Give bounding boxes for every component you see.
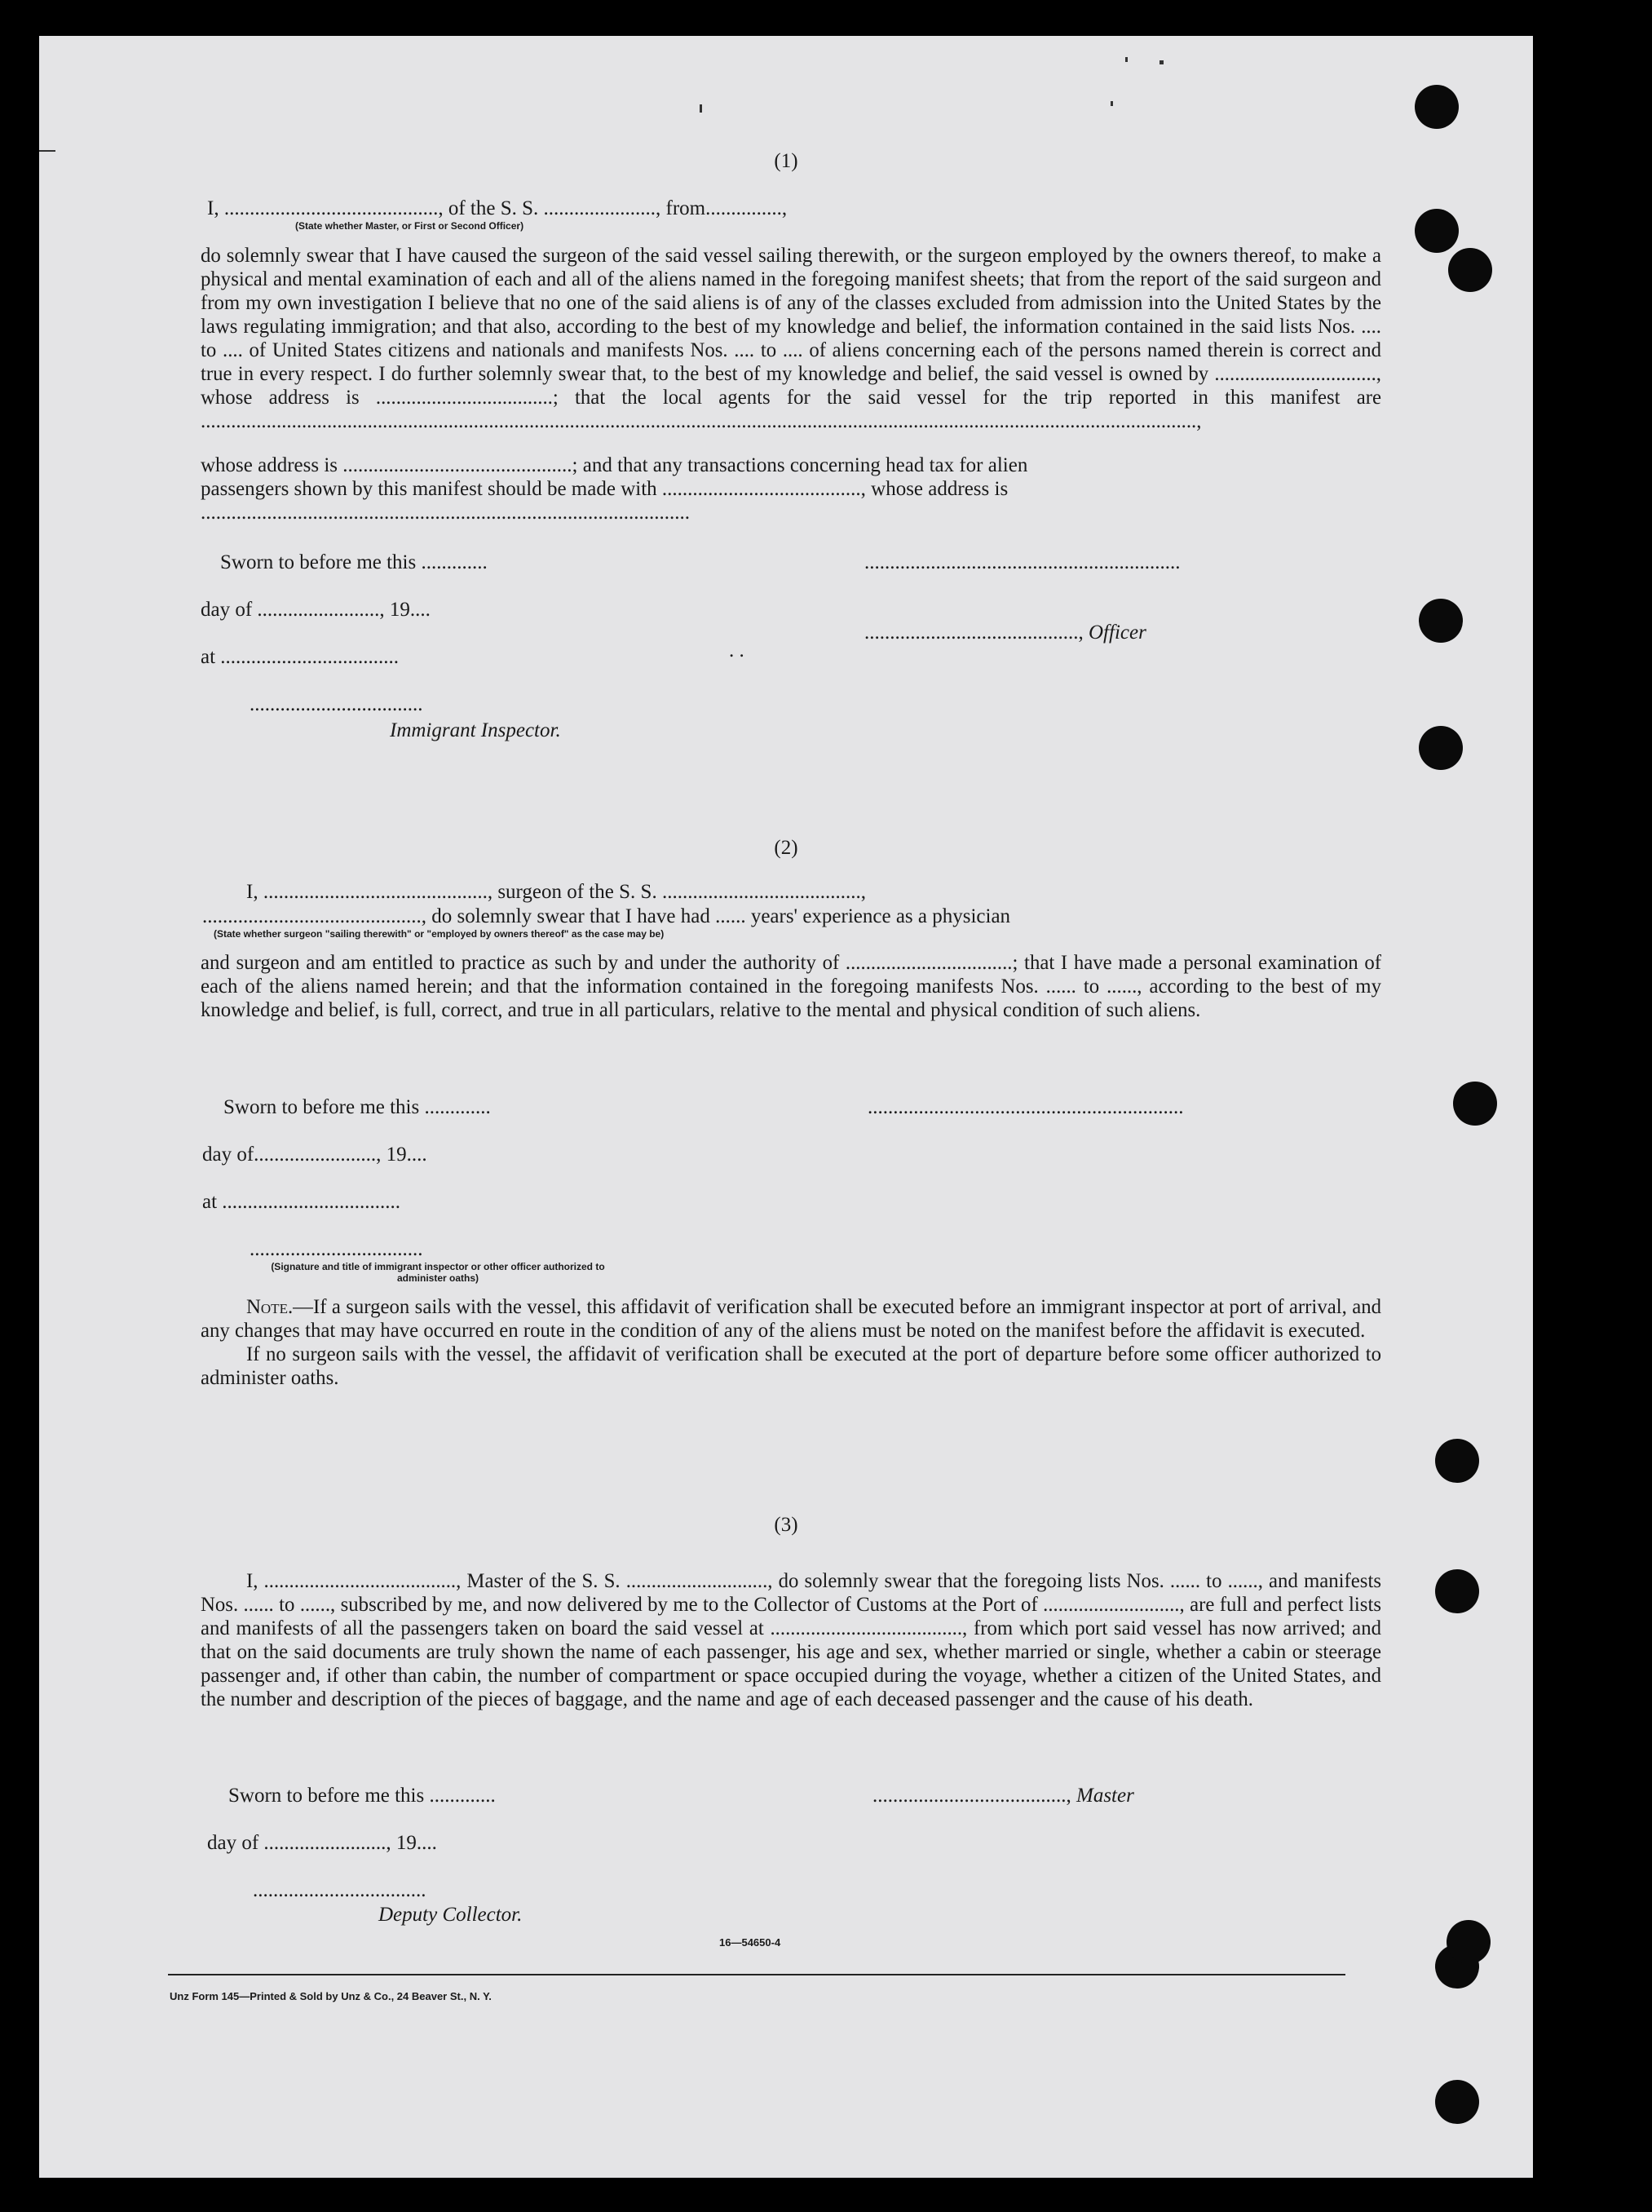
day-line: day of ........................, 19.... — [201, 599, 431, 621]
blank-field: .........................................., — [864, 622, 1084, 644]
sworn-line: Sworn to before me this ............. — [228, 1785, 496, 1807]
text: I, — [207, 197, 219, 219]
section-1-body-line: whose address is .............................................; and that any transactions concerning head tax for alien — [201, 454, 1028, 476]
section-1-body-line: ................................................................................................ — [201, 502, 690, 524]
collector-label: Deputy Collector. — [378, 1904, 523, 1926]
blank-field: .......................................... — [223, 197, 439, 219]
master-line — [872, 1785, 1134, 1807]
master-label: Master — [1076, 1785, 1134, 1807]
sworn-line: Sworn to before me this ............. — [223, 1096, 491, 1118]
at-line: at ................................... — [202, 1191, 401, 1213]
footer-rule — [168, 1974, 1345, 1975]
text: , from — [656, 197, 706, 219]
section-1-line-1-note: (State whether Master, or First or Second Officer) — [295, 220, 524, 232]
inspector-note: (Signature and title of immigrant inspector or other officer authorized to administer oaths) — [271, 1261, 605, 1284]
punch-hole — [1453, 1082, 1497, 1126]
blank-field: ......................................, — [872, 1785, 1071, 1807]
section-2-line-2-note: (State whether surgeon "sailing therewith" or "employed by owners thereof" as the case may be) — [214, 928, 665, 940]
note-heading: Note. — [246, 1296, 294, 1318]
dots: . . — [729, 639, 744, 661]
section-2-number: (2) — [774, 837, 798, 859]
punch-hole — [1435, 1569, 1479, 1613]
punch-hole — [1415, 85, 1459, 129]
punch-hole — [1447, 1920, 1491, 1964]
footer-imprint: Unz Form 145—Printed & Sold by Unz & Co., 24 Beaver St., N. Y. — [170, 1990, 492, 2002]
paragraph: I, ......................................, Master of the S. S. ............................, do solemnly swear that the foregoing lists Nos. ...... to ......, and manifests Nos. ...... to ......, subscribed by me, and now delivered by me to the Collector of Customs at the Port of ..........................., are full and perfect lists and manifests of all the passengers taken on board the said vessel at ......................................, from which port said vessel has now arrived; and that on the said documents are truly shown the name of each passenger, his age and sex, whether married or single, whether a cabin or steerage passenger and, if other than cabin, the number of compartment or space occupied during the voyage, whether a citizen of the United States, and the number and description of the pieces of baggage, and the name and age of each deceased passenger and the cause of his death. — [201, 1570, 1381, 1710]
scan-mark — [700, 104, 702, 113]
inspector-line: .................................. — [250, 693, 423, 715]
signature-line: .............................................................. — [864, 551, 1181, 573]
punch-hole — [1435, 1439, 1479, 1483]
scan-mark — [1111, 101, 1113, 106]
inspector-label: Immigrant Inspector. — [390, 719, 561, 741]
collector-line: .................................. — [253, 1879, 426, 1901]
section-2-line-1: I, ............................................, surgeon of the S. S. ......................................., — [246, 881, 866, 903]
section-1-body — [201, 244, 1381, 433]
text: , of the S. S. — [438, 197, 539, 219]
blank-field: ...................... — [543, 197, 656, 219]
day-line: day of........................, 19.... — [202, 1144, 427, 1166]
section-2-body — [201, 951, 1381, 1022]
sworn-line: Sworn to before me this ............. — [220, 551, 488, 573]
section-1-body-line: passengers shown by this manifest should be made with ......................................., whose address is — [201, 478, 1009, 500]
at-line: at ................................... — [201, 646, 400, 668]
signature-line: .............................................................. — [868, 1096, 1184, 1118]
inspector-line: .................................. — [250, 1238, 423, 1260]
scan-mark — [1159, 60, 1164, 64]
day-line: day of ........................, 19.... — [207, 1832, 437, 1854]
paragraph: and surgeon and am entitled to practice as such by and under the authority of .................................; that I have made a personal examination of each of the aliens named herein; and that the information contained in the foregoing manifests Nos. ...... to ......, according to the best of my knowledge and belief, is full, correct, and true in all particulars, relative to the mental and physical condition of such aliens. — [201, 952, 1381, 1021]
officer-line — [864, 622, 1146, 644]
officer-label: Officer — [1089, 622, 1146, 644]
punch-hole — [1419, 599, 1463, 643]
note-paragraph: If no surgeon sails with the vessel, the affidavit of verification shall be executed at the port of departure before some officer authorized to administer oaths. — [201, 1343, 1381, 1389]
form-page — [39, 36, 1533, 2178]
scan-mark — [1125, 57, 1128, 62]
section-1-number: (1) — [774, 150, 798, 172]
section-1-line-1 — [207, 197, 787, 220]
form-code: 16—54650-4 — [719, 1936, 781, 1949]
punch-hole — [1419, 726, 1463, 770]
section-3-number: (3) — [774, 1514, 798, 1536]
punch-hole — [1448, 248, 1492, 292]
punch-hole — [1415, 209, 1459, 253]
note-text: —If a surgeon sails with the vessel, this affidavit of verification shall be executed before an immigrant inspector at port of arrival, and any changes that may have occurred en route in the condition of any of the aliens must be noted on the manifest before the affidavit is executed. — [201, 1296, 1381, 1342]
punch-hole — [1435, 2080, 1479, 2124]
note-paragraph — [201, 1295, 1381, 1343]
blank-field: ..............., — [705, 197, 788, 219]
section-3-body — [201, 1569, 1381, 1711]
section-2-line-2: ..........................................., do solemnly swear that I have had ...... years' experience as a physician — [202, 905, 1011, 927]
paragraph: do solemnly swear that I have caused the surgeon of the said vessel sailing therewith, or the surgeon employed by the owners thereof, to make a physical and mental examination of each and all of the aliens named in the foregoing manifest sheets; that from the report of the said surgeon and from my own investigation I believe that no one of the said aliens is of any of the classes excluded from admission into the United States by the laws regulating immigration; and that also, according to the best of my knowledge and belief, the information contained in the said lists Nos. .... to .... of United States citizens and nationals and manifests Nos. .... to .... of aliens concerning each of the persons named therein is correct and true in every respect. I do further solemnly swear that, to the best of my knowledge and belief, the said vessel is owned by ................................, whose address is ...................................; that the local agents for the said vessel for the trip reported in this manifest are ....................................................................................................................................................................................................., — [201, 245, 1381, 432]
note-section — [201, 1295, 1381, 1390]
